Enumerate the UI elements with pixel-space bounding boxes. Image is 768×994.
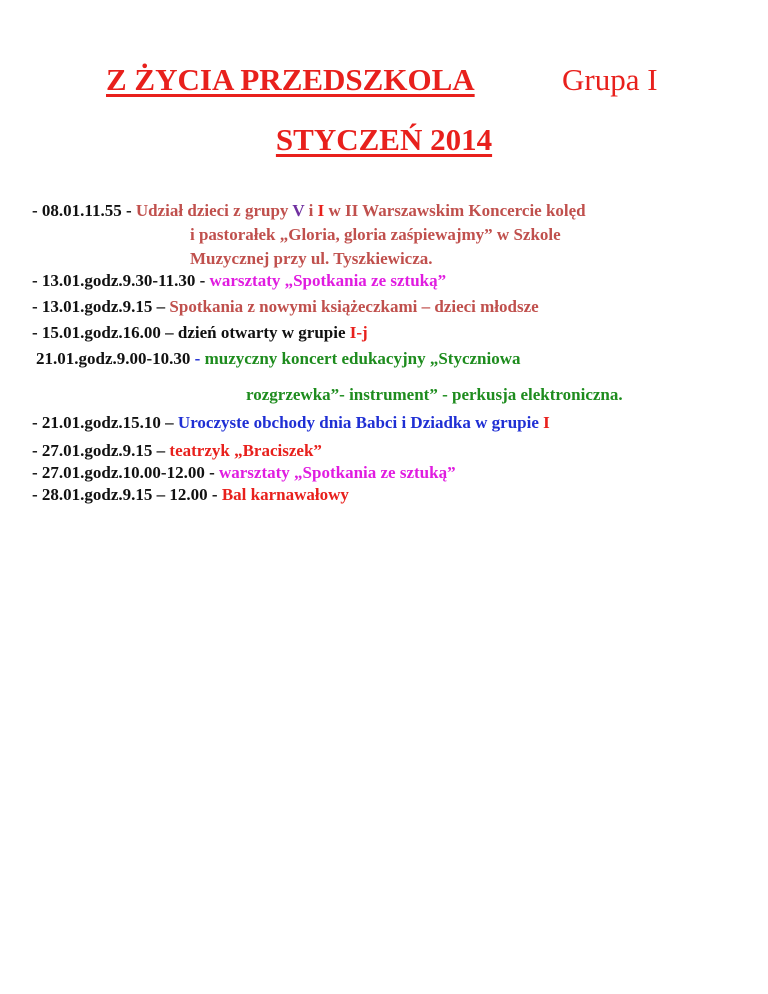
event-continuation: Muzycznej przy ul. Tyszkiewicza.	[190, 249, 433, 268]
event-text: warsztaty „Spotkania ze sztuką”	[209, 271, 447, 290]
group-i: I	[317, 201, 325, 220]
event-date: - 13.01.godz.9.15 –	[32, 297, 170, 316]
group-v: V	[292, 201, 305, 220]
event-date: - 13.01.godz.9.30-11.30 -	[32, 271, 210, 290]
event-continuation: rozgrzewka”- instrument” - perkusja elektroniczna.	[246, 385, 623, 404]
event-separator: -	[194, 349, 205, 368]
event-item	[32, 322, 368, 344]
event-text: Uroczyste obchody dnia Babci i Dziadka w grupie	[177, 413, 544, 432]
event-text: I-j	[349, 323, 368, 342]
group-i: I	[543, 413, 550, 432]
event-item	[36, 348, 521, 370]
group-label: Grupa I	[562, 62, 658, 97]
event-item	[32, 462, 456, 484]
event-text: i	[304, 201, 318, 220]
event-date: - 15.01.godz.16.00 – dzień otwarty w grupie	[32, 323, 350, 342]
event-date: - 27.01.godz.9.15 –	[32, 441, 170, 460]
event-date: - 08.01.11.55 -	[32, 201, 136, 220]
event-item	[32, 296, 539, 318]
page-title: Z ŻYCIA PRZEDSZKOLA	[106, 62, 475, 97]
event-text: teatrzyk „Braciszek”	[169, 441, 322, 460]
event-item	[32, 440, 322, 462]
event-item	[32, 270, 446, 292]
event-text: Spotkania z nowymi książeczkami – dzieci młodsze	[169, 297, 539, 316]
event-date: - 27.01.godz.10.00-12.00 -	[32, 463, 219, 482]
event-date: 21.01.godz.9.00-10.30	[36, 349, 195, 368]
event-text: muzyczny koncert edukacyjny „Styczniowa	[204, 349, 521, 368]
event-item	[32, 484, 349, 506]
event-text: Bal karnawałowy	[221, 485, 349, 504]
header	[0, 62, 768, 106]
event-text: warsztaty „Spotkania ze sztuką”	[218, 463, 456, 482]
event-item	[32, 412, 550, 434]
event-item	[32, 200, 586, 222]
event-continuation: i pastorałek „Gloria, gloria zaśpiewajmy” w Szkole	[190, 225, 561, 244]
event-date: - 28.01.godz.9.15 – 12.00 -	[32, 485, 222, 504]
event-text: Udział dzieci z grupy	[135, 201, 293, 220]
month-title: STYCZEŃ 2014	[275, 122, 493, 157]
event-text: w II Warszawskim Koncercie kolęd	[324, 201, 586, 220]
event-date: - 21.01.godz.15.10 –	[32, 413, 178, 432]
